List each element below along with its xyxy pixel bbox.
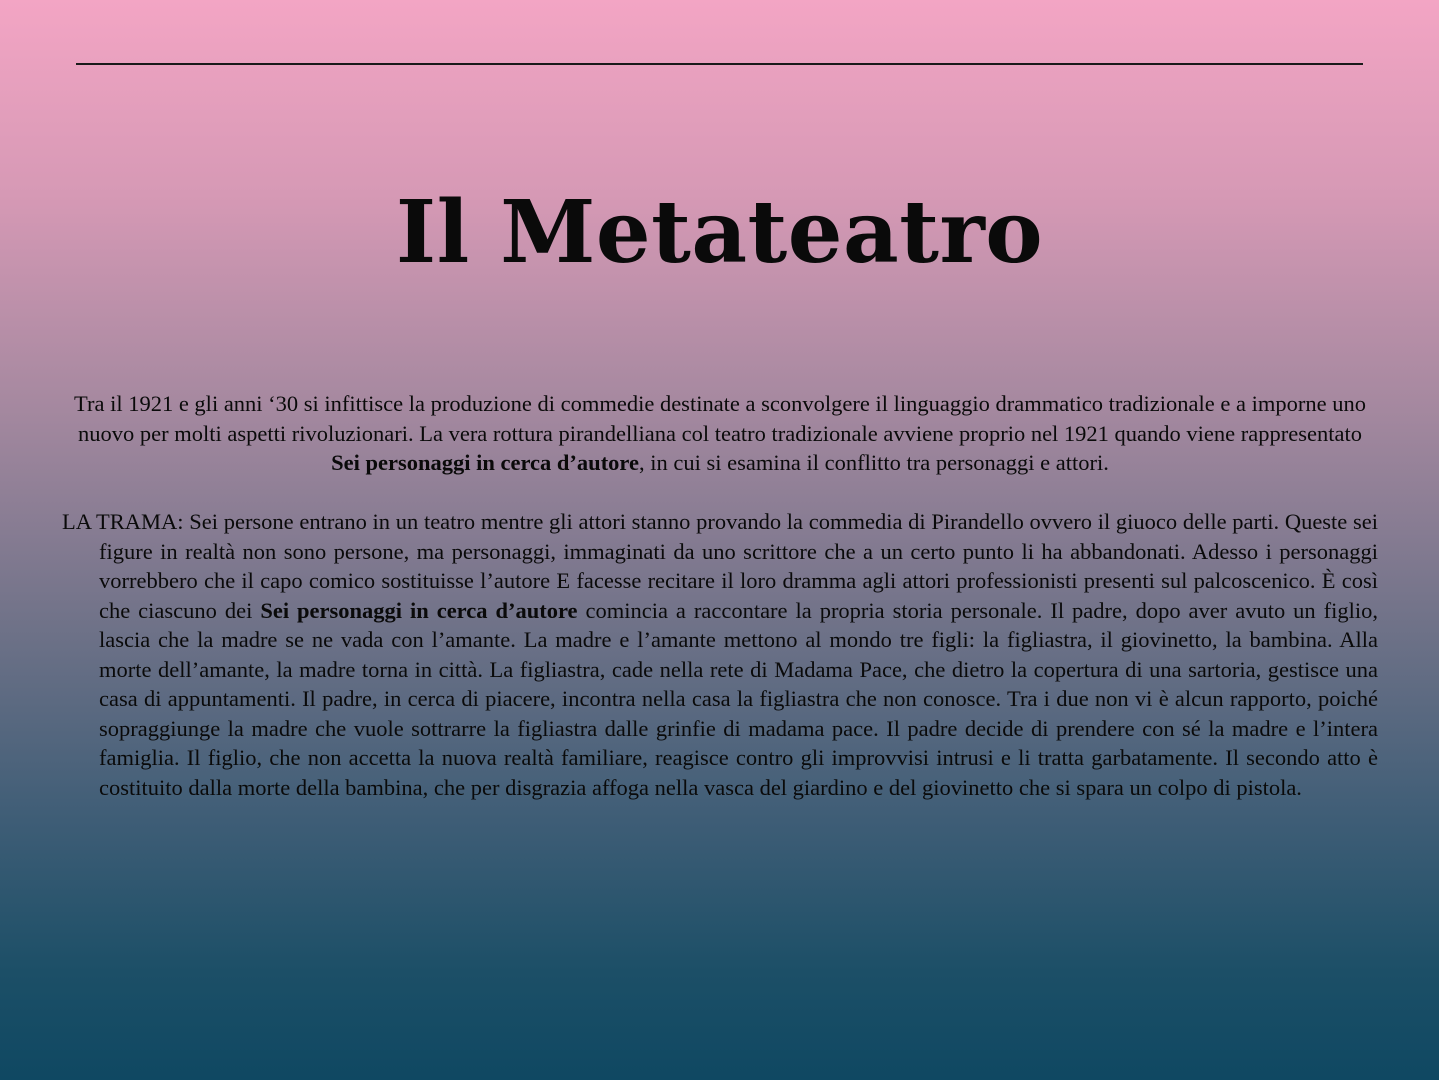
intro-text-end: , in cui si esamina il conflitto tra personaggi e attori. [639, 450, 1109, 475]
plot-text-end: comincia a raccontare la propria storia personale. Il padre, dopo aver avuto un figlio, lascia che la madre se ne vada con l’amante. La madre e l’amante mettono al mondo tre figli: la figliastra, il giovinetto, la bambina. Alla morte dell’amante, la madre torna in città. La figliastra, cade nella rete di Madama Pace, che dietro la copertura di una sartoria, gestisce una casa di appuntamenti. Il padre, in cerca di piacere, incontra nella casa la figliastra che non conosce. Tra i due non vi è alcun rapporto, poiché sopraggiunge la madre che vuole sottrarre la figliastra dalle grinfie di madama pace. Il padre decide di prendere con sé la madre e l’intera famiglia. Il figlio, che non accetta la nuova realtà familiare, reagisce contro gli improvvisi intrusi e li tratta garbatamente. Il secondo atto è costituito dalla morte della bambina, che per disgrazia affoga nella vasca del giardino e del giovinetto che si spara un colpo di pistola. [99, 597, 1379, 800]
page-title: Il Metateatro [395, 182, 1044, 283]
intro-text-start: Tra il 1921 e gli anni ‘30 si infittisce la produzione di commedie destinate a sconvolgere il linguaggio drammatico tradizionale e a imporne uno nuovo per molti aspetti rivoluzionari. La vera rottura pirandelliana col teatro tradizionale avviene proprio nel 1921 quando viene rappresentato [74, 391, 1366, 446]
plot-work-title: Sei personaggi in cerca d’autore [260, 597, 578, 623]
intro-work-title: Sei personaggi in cerca d’autore [331, 450, 640, 475]
plot-text-start: LA TRAMA: Sei persone entrano in un teatro mentre gli attori stanno provando la commedia di Pirandello ovvero il giuoco delle parti. Queste sei figure in realtà non sono persone, ma personaggi, immaginati da uno scrittore che a un certo punto li ha abbandonati. Adesso i personaggi vorrebbero che il capo comico sostituisse l’autore E facesse recitare il loro dramma agli attori professionisti presenti sul palcoscenico. È così che ciascuno dei [62, 509, 1378, 623]
header-divider [76, 63, 1363, 65]
plot-paragraph [62, 507, 1378, 802]
intro-paragraph [62, 389, 1378, 478]
